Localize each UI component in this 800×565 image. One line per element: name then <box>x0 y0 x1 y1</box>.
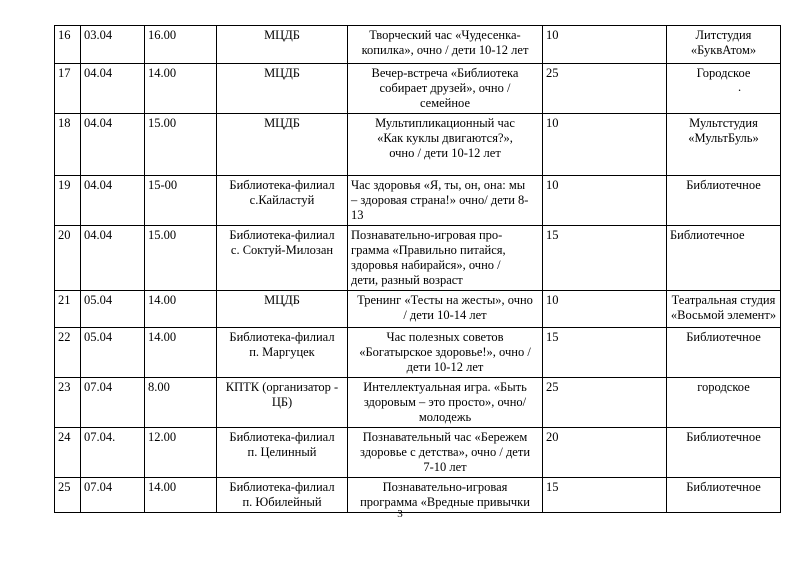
participants-cell: 10 <box>543 291 667 328</box>
event-cell-line: Мультипликационный час <box>375 116 515 130</box>
time-cell: 12.00 <box>145 428 217 478</box>
row-number-cell: 21 <box>55 291 81 328</box>
venue-cell-line: КПТК (организатор - <box>225 380 339 394</box>
participants-cell: 10 <box>543 114 667 176</box>
event-cell-line: копилка», очно / дети 10-12 лет <box>361 43 529 57</box>
events-table-body <box>55 26 781 513</box>
venue-cell-line: Библиотека-филиал <box>229 178 335 192</box>
format-cell-line: Литстудия «БуквАтом» <box>690 28 757 57</box>
date-cell: 03.04 <box>81 26 145 64</box>
venue-cell-line: Библиотека-филиал <box>229 430 335 444</box>
format-cell <box>667 26 781 64</box>
event-cell-line: собирает друзей», очно / <box>379 81 511 95</box>
format-cell-line: Библиотечное <box>686 178 761 192</box>
table-row <box>55 226 781 291</box>
date-cell: 05.04 <box>81 291 145 328</box>
participants-cell: 25 <box>543 378 667 428</box>
event-cell-line: Тренинг «Тесты на жесты», очно <box>357 293 533 307</box>
participants-cell: 10 <box>543 26 667 64</box>
event-cell <box>348 226 543 291</box>
venue-cell-line: Библиотека-филиал <box>229 480 335 494</box>
format-cell <box>667 428 781 478</box>
format-cell-line: городское <box>697 380 750 394</box>
time-cell: 15-00 <box>145 176 217 226</box>
venue-cell-line: Библиотека-филиал <box>229 330 335 344</box>
row-number-cell: 19 <box>55 176 81 226</box>
event-cell-line: грамма «Правильно питайся, <box>351 243 506 257</box>
event-cell-line: 7-10 лет <box>423 460 467 474</box>
table-row <box>55 114 781 176</box>
venue-cell-line: п. Маргуцек <box>249 345 315 359</box>
event-cell-line: дети, разный возраст <box>351 273 463 287</box>
participants-cell: 15 <box>543 226 667 291</box>
venue-cell <box>217 291 348 328</box>
venue-cell-line: п. Целинный <box>247 445 317 459</box>
event-cell-line: «Богатырское здоровье!», очно / <box>359 345 531 359</box>
time-cell: 16.00 <box>145 26 217 64</box>
event-cell-line: – здоровая страна!» очно/ дети 8- <box>351 193 529 207</box>
event-cell <box>348 291 543 328</box>
venue-cell <box>217 226 348 291</box>
event-cell-line: Интеллектуальная игра. «Быть <box>363 380 527 394</box>
venue-cell-line: с.Кайластуй <box>249 193 315 207</box>
event-cell-line: Познавательный час «Бережем <box>362 430 528 444</box>
format-cell <box>667 328 781 378</box>
venue-cell-line: МЦДБ <box>264 28 300 42</box>
time-cell: 8.00 <box>145 378 217 428</box>
event-cell-line: молодежь <box>418 410 472 424</box>
table-row <box>55 328 781 378</box>
event-cell-line: очно / дети 10-12 лет <box>389 146 501 160</box>
event-cell-line: Познавательно-игровая про- <box>351 228 503 242</box>
table-row <box>55 291 781 328</box>
venue-cell-line: МЦДБ <box>264 293 300 307</box>
event-cell-line: 13 <box>351 208 364 222</box>
venue-cell-line: МЦДБ <box>264 116 300 130</box>
venue-cell <box>217 378 348 428</box>
row-number-cell: 20 <box>55 226 81 291</box>
event-cell-line: здоровье с детства», очно / дети <box>359 445 531 459</box>
event-cell-line: программа «Вредные привычки <box>360 495 530 509</box>
venue-cell-line: Библиотека-филиал <box>229 228 335 242</box>
page-number: 3 <box>397 508 403 520</box>
venue-cell <box>217 428 348 478</box>
format-cell <box>667 64 781 114</box>
event-cell <box>348 328 543 378</box>
format-cell <box>667 378 781 428</box>
format-cell-line: Библиотечное <box>686 430 761 444</box>
event-cell-line: Творческий час «Чудесенка- <box>369 28 521 42</box>
row-number-cell: 17 <box>55 64 81 114</box>
event-cell <box>348 378 543 428</box>
format-cell-line: Библиотечное <box>670 228 745 242</box>
venue-cell <box>217 176 348 226</box>
time-cell: 14.00 <box>145 64 217 114</box>
format-cell-line: Библиотечное <box>686 330 761 344</box>
event-cell <box>348 176 543 226</box>
event-cell-line: семейное <box>419 96 471 110</box>
venue-cell <box>217 64 348 114</box>
table-row <box>55 378 781 428</box>
event-cell-line: здоровья набирайся», очно / <box>351 258 501 272</box>
format-cell-line: Библиотечное <box>686 480 761 494</box>
date-cell: 04.04 <box>81 176 145 226</box>
time-cell: 14.00 <box>145 291 217 328</box>
event-cell-line: / дети 10-14 лет <box>403 308 487 322</box>
participants-cell: 20 <box>543 428 667 478</box>
venue-cell <box>217 328 348 378</box>
table-row <box>55 428 781 478</box>
event-cell <box>348 26 543 64</box>
time-cell: 14.00 <box>145 478 217 513</box>
date-cell: 07.04 <box>81 478 145 513</box>
format-cell-line: «Восьмой элемент» <box>670 308 777 322</box>
format-note: . <box>738 80 742 94</box>
venue-cell <box>217 114 348 176</box>
event-cell-line: здоровым – это просто», очно/ <box>363 395 527 409</box>
date-cell: 04.04 <box>81 64 145 114</box>
date-cell: 04.04 <box>81 114 145 176</box>
table-row <box>55 26 781 64</box>
event-cell <box>348 114 543 176</box>
participants-cell: 25 <box>543 64 667 114</box>
time-cell: 15.00 <box>145 226 217 291</box>
table-row <box>55 64 781 114</box>
table-row <box>55 176 781 226</box>
row-number-cell: 18 <box>55 114 81 176</box>
event-cell-line: Час здоровья «Я, ты, он, она: мы <box>351 178 526 192</box>
format-cell <box>667 291 781 328</box>
participants-cell: 10 <box>543 176 667 226</box>
row-number-cell: 22 <box>55 328 81 378</box>
venue-cell-line: ЦБ) <box>271 395 293 409</box>
venue-cell <box>217 26 348 64</box>
time-cell: 15.00 <box>145 114 217 176</box>
date-cell: 04.04 <box>81 226 145 291</box>
venue-cell-line: п. Юбилейный <box>242 495 322 509</box>
event-cell <box>348 64 543 114</box>
event-cell-line: Вечер-встреча «Библиотека <box>371 66 519 80</box>
venue-cell-line: с. Соктуй-Милозан <box>230 243 334 257</box>
format-cell <box>667 226 781 291</box>
date-cell: 05.04 <box>81 328 145 378</box>
row-number-cell: 24 <box>55 428 81 478</box>
row-number-cell: 23 <box>55 378 81 428</box>
event-cell-line: «Как куклы двигаются?», <box>377 131 513 145</box>
event-cell-line: Познавательно-игровая <box>382 480 508 494</box>
event-cell-line: дети 10-12 лет <box>406 360 484 374</box>
time-cell: 14.00 <box>145 328 217 378</box>
format-cell <box>667 114 781 176</box>
format-cell <box>667 176 781 226</box>
date-cell: 07.04. <box>81 428 145 478</box>
event-cell-line: Час полезных советов <box>386 330 504 344</box>
format-cell-line: Театральная студия <box>671 293 776 307</box>
venue-cell-line: МЦДБ <box>264 66 300 80</box>
row-number-cell: 25 <box>55 478 81 513</box>
row-number-cell: 16 <box>55 26 81 64</box>
date-cell: 07.04 <box>81 378 145 428</box>
format-cell-line: Городское <box>696 66 751 80</box>
participants-cell: 15 <box>543 328 667 378</box>
events-table <box>54 25 781 513</box>
format-cell-line: Мультстудия «МультБуль» <box>688 116 759 145</box>
participants-cell: 15 <box>543 478 667 513</box>
event-cell <box>348 428 543 478</box>
